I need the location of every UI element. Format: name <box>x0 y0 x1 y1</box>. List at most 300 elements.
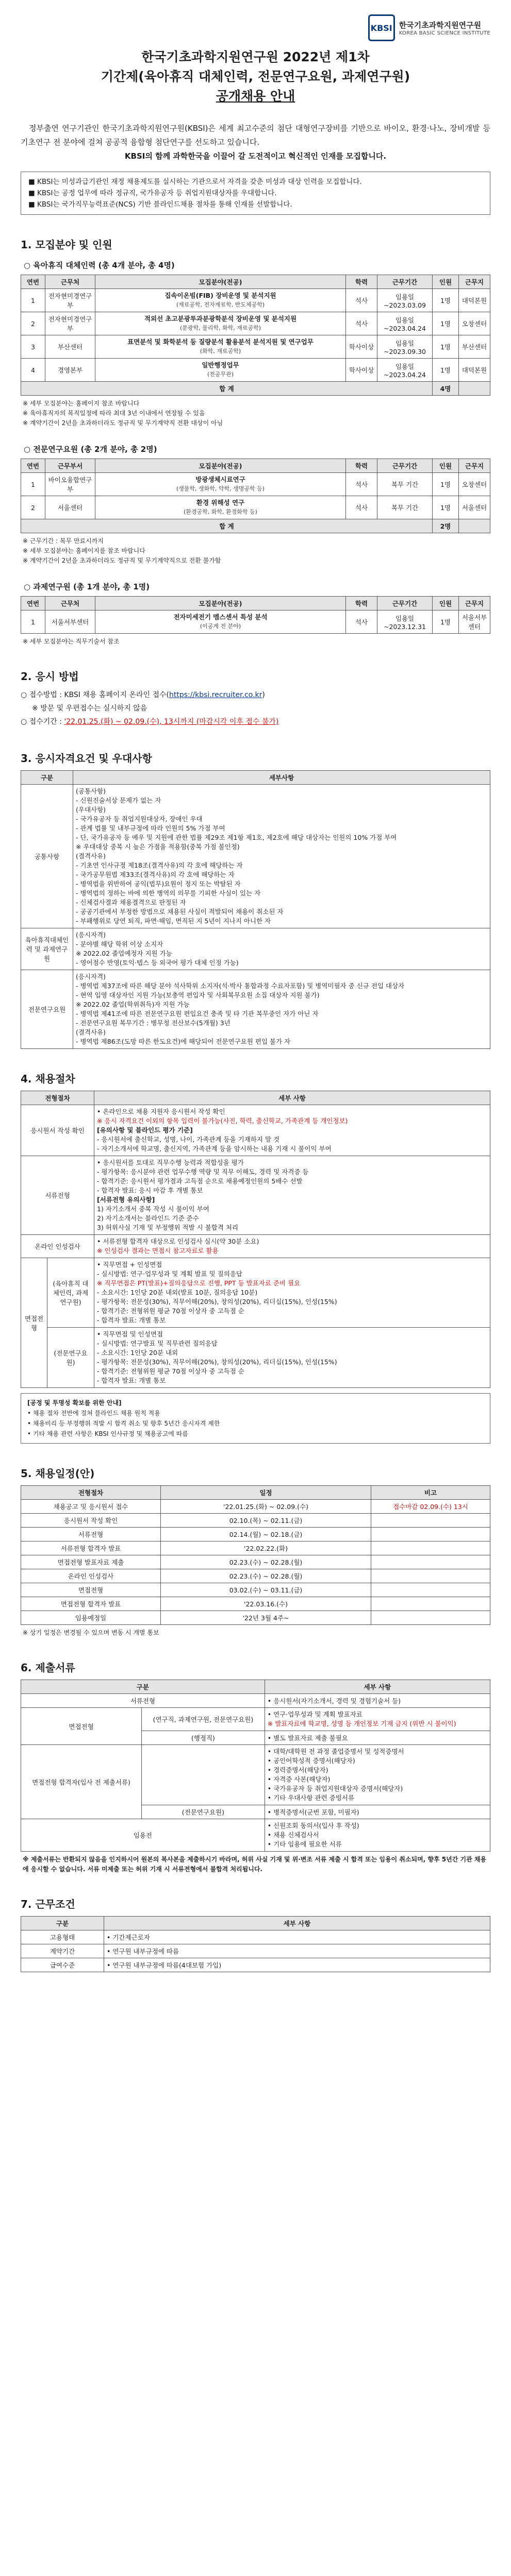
line: - 전문연구요원 복무기간 : 병무청 전산보수(5개월) 3년 <box>76 1019 230 1027</box>
cell-period: 임용일~2023.09.30 <box>377 335 433 359</box>
cell-period: 임용일~2023.04.24 <box>377 312 433 335</box>
cell-count: 1명 <box>433 359 459 382</box>
col-header: 근무기간 <box>377 597 433 611</box>
cell-label: 고용형태 <box>21 1930 104 1944</box>
table-row <box>21 1528 490 1541</box>
line: (결격사유) <box>76 852 106 860</box>
cell-field <box>95 312 346 335</box>
cell-step: 임용예정일 <box>21 1611 161 1625</box>
cell-org: 전자현미경연구부 <box>45 312 95 335</box>
cell-location: 서울서부센터 <box>459 611 490 634</box>
title-line-1: 한국기초과학지원연구원 2022년 제1차 <box>141 49 370 64</box>
row-content <box>265 1708 490 1731</box>
cell-edu: 석사 <box>346 312 377 335</box>
table-row <box>21 970 490 1049</box>
line: - 합격기준: 전형위원 평균 70점 이상자 중 고득점 순 <box>97 1307 244 1315</box>
cell-note <box>371 1528 490 1541</box>
cell-no: 2 <box>21 312 45 335</box>
line: - 병역법 제86조(도망 따른 한도요건)에 해당되어 전문연구요원 편입 불가 자 <box>76 1038 291 1045</box>
intro-paragraph: 정부출연 연구기관인 한국기초과학지원연구원(KBSI)은 세계 최고수준의 첨단 대형연구장비를 기반으로 바이오, 환경·나노, 장비개발 등 기초연구 전 분야에 걸쳐 공공적 융합형 첨단연구를 선도하고 있습니다. <box>21 124 490 147</box>
cell-edu: 석사 <box>346 289 377 312</box>
table-row <box>21 289 490 312</box>
cell-field <box>95 473 346 496</box>
row-label: 온라인 인성검사 <box>21 1235 94 1258</box>
line: (응시자격) <box>76 931 106 939</box>
line: 1) 자기소개서 중복 작성 시 불이익 부여 <box>97 1205 209 1213</box>
row-content <box>73 928 490 970</box>
cell-org: 서울센터 <box>45 496 95 519</box>
table-research-personnel <box>21 459 490 533</box>
section-1a-title: ○ 육아휴직 대체인력 (총 4개 분야, 총 4명) <box>24 261 175 270</box>
col-header: 근무기간 <box>377 275 433 289</box>
cell-date: '22.01.25.(화) ~ 02.09.(수) <box>161 1500 371 1514</box>
section-4-title: 4. 채용절차 <box>21 1073 75 1085</box>
cell-location: 오창센터 <box>459 312 490 335</box>
logo-name-ko: 한국기초과학지원연구원 <box>399 21 482 30</box>
row-content: • 별도 발표자료 제출 불필요 <box>265 1731 490 1745</box>
line: - 병역법의 정하는 바에 의한 병역의 의무를 기피한 사실이 있는 자 <box>76 889 261 897</box>
box-line: • 채용비리 등 부정행위 적발 시 합격 취소 및 향후 5년간 응시자격 제한 <box>27 1420 220 1427</box>
sub-label: (전문연구요원) <box>142 1805 265 1819</box>
line: - 실시방법: 연구발표 및 직무관련 질의응답 <box>97 1340 218 1347</box>
table-row <box>21 312 490 335</box>
cell-note <box>371 1555 490 1569</box>
row-label: 면접전형 <box>21 1708 142 1745</box>
col-header: 비고 <box>371 1486 490 1500</box>
line: - 기초연 인사규정 제18조(결격사유)의 각 호에 해당하는 자 <box>76 861 243 869</box>
field-major: (생물학, 생화학, 약학, 생명공학 등) <box>176 485 265 492</box>
cell-step: 서류전형 <box>21 1528 161 1541</box>
table-row <box>21 1555 490 1569</box>
col-header: 구분 <box>21 1917 104 1930</box>
col-header: 일정 <box>161 1486 371 1500</box>
intro-note: ■ KBSI는 국가직무능력표준(NCS) 기반 블라인드채용 절차를 통해 인재를 선발합니다. <box>28 200 292 209</box>
note: ※ 계약기간이 2년을 초과하더라도 정규직 및 무기계약직 전환 대상이 아님 <box>23 419 223 427</box>
line: [서류전형 유의사항] <box>97 1196 155 1204</box>
row-content <box>265 1819 490 1852</box>
table-project-researcher <box>21 596 490 634</box>
field-name: 표면분석 및 화학분석 등 질량분석 활용분석 분석지원 및 연구업무 <box>127 338 314 346</box>
sub-label: (육아휴직 대체인력, 과제연구원) <box>47 1258 94 1328</box>
field-name: 일반행정업무 <box>202 361 239 369</box>
cell-count: 1명 <box>433 312 459 335</box>
cell-field <box>95 496 346 519</box>
line: - 병역법 제37조에 따른 해당 분야 석사학위 소지자(석·박사 통합과정 수료자포함) 및 병역미필자 중 신규 전입 대상자 <box>76 982 405 990</box>
table-childcare-replacement <box>21 275 490 396</box>
section-6-title: 6. 제출서류 <box>21 1662 75 1674</box>
line: - 병역법 제41조에 따른 전문연구요원 편입요건 충족 및 타 기관 복무중인 자가 아닌 자 <box>76 1010 319 1018</box>
line: - 자기소개서에 학교명, 출신지역, 가족관계 등을 암시하는 내용 기재 시 불이익 부여 <box>97 1145 332 1153</box>
cell-date: '22년 3월 4주~ <box>161 1611 371 1625</box>
title-line-3: 공개채용 안내 <box>216 89 295 104</box>
cell-date: '22.02.22.(화) <box>161 1541 371 1555</box>
cell-edu: 학사이상 <box>346 335 377 359</box>
sub-label-blank <box>142 1745 265 1805</box>
line: - 응시원서에 출신학교, 성명, 나이, 가족관계 등을 기재하지 말 것 <box>97 1136 280 1143</box>
row-label: 육아휴직대체인력 및 과제연구원 <box>21 928 73 970</box>
row-label: 면접전형 <box>21 1258 47 1388</box>
col-header: 인원 <box>433 275 459 289</box>
cell-value: • 연구원 내부규정에 따름 <box>104 1944 490 1958</box>
line: ※ 2022.02 졸업(학위취득)자 지원 가능 <box>76 1001 190 1008</box>
line: [유의사항 및 블라인드 평가 기준] <box>97 1126 193 1134</box>
total-count: 2명 <box>433 519 459 533</box>
note: ※ 근무기간 : 복무 만료시까지 <box>23 537 104 545</box>
note: ※ 세부 모집분야는 홈페이지 참조 바랍니다 <box>23 400 140 407</box>
apply-note: ※ 방문 및 우편접수는 실시하지 않음 <box>32 704 147 713</box>
table-row <box>21 785 490 928</box>
cell-note <box>371 1583 490 1597</box>
cell-org: 부산센터 <box>45 335 95 359</box>
line: • 채용 신체검사서 <box>267 1831 319 1839</box>
col-header: 세부 사항 <box>104 1917 490 1930</box>
procedure-note-box <box>21 1393 490 1444</box>
table-row <box>21 1328 490 1388</box>
row-content <box>73 785 490 928</box>
field-name: 집속이온빔(FIB) 장비운영 및 분석지원 <box>164 292 276 299</box>
sub-label: (행정직) <box>142 1731 265 1745</box>
table-procedure <box>21 1091 490 1388</box>
period-label: ○ 접수기간 : <box>21 718 64 726</box>
section-7-title: 7. 근무조건 <box>21 1898 75 1910</box>
table-row <box>21 1597 490 1611</box>
line: • 기타 임용에 필요한 서류 <box>267 1840 342 1848</box>
cell-location: 대덕본원 <box>459 359 490 382</box>
line: • 연구·업무성과 및 계획 발표자료 <box>267 1710 362 1718</box>
table-row <box>21 1541 490 1555</box>
col-header: 연번 <box>21 275 45 289</box>
cell-edu: 석사 <box>346 611 377 634</box>
cell-count: 1명 <box>433 473 459 496</box>
cell-field <box>95 611 346 634</box>
line: - 단, 국가유공자 등 예우 및 지원에 관한 법률 제29조 제1항 제1호, 제2호에 해당 대상자는 인원의 10% 가점 부여 <box>76 834 397 841</box>
line: - 소요시간: 1인당 20분 내외(발표 10분, 질의응답 10분) <box>97 1289 258 1296</box>
cell-step: 채용공고 및 응시원서 접수 <box>21 1500 161 1514</box>
note: ※ 세부 모집분야는 직무기술서 참조 <box>23 638 120 645</box>
note: ※ 계약기간이 2년을 초과하더라도 정규직 및 무기계약직으로 전환 불가함 <box>23 557 221 564</box>
cell-value: • 연구원 내부규정에 따름(4대보험 가입) <box>104 1958 490 1972</box>
kbsi-logo-icon: KBSI <box>368 14 395 41</box>
total-count: 4명 <box>433 382 459 396</box>
row-content <box>73 970 490 1049</box>
field-name: 적외선 초고분광투과분광학분석 장비운영 및 분석지원 <box>144 315 297 323</box>
cell-note <box>371 1569 490 1583</box>
line: - 신체검사결과 채용결격으로 판정된 자 <box>76 899 186 906</box>
cell-edu: 학사이상 <box>346 359 377 382</box>
col-header: 근무지 <box>459 597 490 611</box>
cell-org: 서울서부센터 <box>45 611 95 634</box>
col-header: 모집분야(전공) <box>95 597 346 611</box>
line: 3) 허위사실 기재 및 부정행위 적발 시 불합격 처리 <box>97 1224 239 1231</box>
field-major: (환경공학, 화학, 환경화학 등) <box>184 509 257 515</box>
row-content <box>94 1258 490 1328</box>
col-header: 연번 <box>21 597 45 611</box>
apply-paren: ) <box>262 691 265 699</box>
line: - 평가항목: 응시분야 관련 업무수행 역량 및 직무 이해도, 경력 및 자격증 등 <box>97 1168 309 1176</box>
cell-date: 02.14.(월) ~ 02.18.(금) <box>161 1528 371 1541</box>
col-header: 세부 사항 <box>94 1091 490 1105</box>
cell-location: 부산센터 <box>459 335 490 359</box>
table-row <box>21 496 490 519</box>
cell-period: 임용일~2023.04.24 <box>377 359 433 382</box>
sub-label: (연구직, 과제연구원, 전문연구요원) <box>142 1708 265 1731</box>
section-1c-title: ○ 과제연구원 (총 1개 분야, 총 1명) <box>24 582 150 591</box>
cell-no: 3 <box>21 335 45 359</box>
cell-step: 서류전형 합격자 발표 <box>21 1541 161 1555</box>
field-major: (전공무관) <box>207 371 234 378</box>
line: (응시자격) <box>76 973 106 980</box>
row-content <box>94 1328 490 1388</box>
table-row <box>21 1235 490 1258</box>
box-line: • 채용 절차 전반에 걸쳐 블라인드 채용 원칙 적용 <box>27 1410 160 1417</box>
table-row <box>21 928 490 970</box>
section-3-title: 3. 응시자격요건 및 우대사항 <box>21 752 152 765</box>
cell-note <box>371 1541 490 1555</box>
cell-step: 응시원서 작성 확인 <box>21 1514 161 1528</box>
field-major: (분광학, 물리학, 화학, 재료공학) <box>179 325 261 331</box>
intro-highlight: KBSI의 함께 과학한국을 이끌어 갈 도전적이고 혁신적인 인재를 모집합니다. <box>124 151 387 161</box>
note: ※ 세부 모집분야는 홈페이지를 참조 바랍니다 <box>23 547 145 554</box>
cell-field <box>95 289 346 312</box>
cell-note <box>371 1597 490 1611</box>
line: - 영어점수 반영(토익·텝스 등 외국어 평가 대체 인정 가능) <box>76 959 239 967</box>
total-blank <box>459 382 490 396</box>
cell-period: 복무 기간 <box>377 473 433 496</box>
table-row <box>21 473 490 496</box>
row-label: 임용전 <box>21 1819 265 1852</box>
line: • 경력증명서(해당자) <box>267 1766 328 1774</box>
intro-note-box <box>21 172 490 215</box>
line: - 분야별 해당 학위 이상 소지자 <box>76 940 163 948</box>
line: • 신원조회 동의서(입사 후 작성) <box>267 1822 359 1829</box>
row-content: • 응시원서(자기소개서, 경력 및 경험기술서 등) <box>265 1694 490 1708</box>
table-row <box>21 1258 490 1328</box>
intro-note: ■ KBSI는 공정 업무에 따라 정규직, 국가유공자 등 취업지원대상자를 우대합니다. <box>28 189 277 197</box>
section-1b-title: ○ 전문연구요원 (총 2개 분야, 총 2명) <box>24 445 157 454</box>
line: - 국가유공자 등 취업지원대상자, 장애인 우대 <box>76 815 203 823</box>
table-row <box>21 1958 490 1972</box>
line: (우대사항) <box>76 806 106 814</box>
cell-edu: 석사 <box>346 496 377 519</box>
field-major: (재료공학, 전자재료학, 반도체공학) <box>176 301 265 308</box>
table-row <box>21 1745 490 1805</box>
line: • 국가유공자 등 취업지원대상자 증명서(해당자) <box>267 1785 403 1792</box>
line: • 직무면접 + 인성면접 <box>97 1261 162 1268</box>
table-qualifications <box>21 770 490 1049</box>
cell-date: '22.03.16.(수) <box>161 1597 371 1611</box>
col-header: 전형절차 <box>21 1486 161 1500</box>
line: - 현역 입영 대상자인 지원 가능(보충역 편입자 및 사회복무요원 소집 대상자 지원 불가) <box>76 991 320 999</box>
row-label: 전문연구요원 <box>21 970 73 1049</box>
cell-period: 임용일~2023.03.09 <box>377 289 433 312</box>
col-header: 세부 사항 <box>265 1680 490 1694</box>
col-header: 인원 <box>433 597 459 611</box>
table-notes <box>23 536 490 566</box>
cell-count: 1명 <box>433 335 459 359</box>
line: - 병역법을 위반하여 공익(법무)요원이 정지 또는 박탈된 자 <box>76 880 241 888</box>
col-header: 학력 <box>346 275 377 289</box>
col-header: 모집분야(전공) <box>95 275 346 289</box>
line: 2) 자기소개서는 블라인드 기준 준수 <box>97 1214 199 1222</box>
line: - 소요시간: 1인당 20분 내외 <box>97 1349 178 1357</box>
line: - 평가항목: 전문성(30%), 직무이해(20%), 창의성(20%), 리더십(15%), 인성(15%) <box>97 1298 337 1306</box>
line: ※ 발표자료에 학교명, 성명 등 개인정보 기재 금지 (위반 시 불이익) <box>267 1720 456 1727</box>
cell-period: 복무 기간 <box>377 496 433 519</box>
table-documents <box>21 1680 490 1852</box>
col-header: 세부사항 <box>73 771 490 785</box>
field-name: 전자미세전기 멤스센서 특성 분석 <box>173 613 268 621</box>
cell-org: 경영본부 <box>45 359 95 382</box>
col-header: 근무처 <box>45 597 95 611</box>
cell-date: 02.10.(목) ~ 02.11.(금) <box>161 1514 371 1528</box>
cell-label: 계약기간 <box>21 1944 104 1958</box>
line: - 신원진술서상 문제가 없는 자 <box>76 796 161 804</box>
intro-text <box>21 122 490 163</box>
row-label: 서류전형 <box>21 1156 94 1235</box>
line: • 응시원서를 토대로 직무수행 능력과 적합성을 평가 <box>97 1159 244 1166</box>
line: • 공인어학성적 증명서(해당자) <box>267 1757 355 1765</box>
table-row <box>21 1569 490 1583</box>
field-major: (화학, 재료공학) <box>200 348 241 354</box>
cell-period: 임용일~2023.12.31 <box>377 611 433 634</box>
apply-label: ○ 접수방법 : KBSI 채용 홈페이지 온라인 접수( <box>21 691 169 699</box>
line: - 합격기준: 전형위원 평균 70점 이상자 중 고득점 순 <box>97 1367 244 1375</box>
apply-method <box>21 688 490 728</box>
table-row <box>21 1708 490 1731</box>
cell-step: 면접전형 <box>21 1583 161 1597</box>
line: - 평가항목: 전문성(30%), 직무이해(20%), 창의성(20%), 리더십(15%), 인성(15%) <box>97 1358 337 1366</box>
intro-note: ■ KBSI는 미성과급기관인 재정 채용제도를 실시하는 기관으로서 자격을 갖춘 미성과 대상 인력을 모집합니다. <box>28 178 362 186</box>
cell-count: 1명 <box>433 289 459 312</box>
col-header: 학력 <box>346 597 377 611</box>
section-2-title: 2. 응시 방법 <box>21 670 79 683</box>
line: - 합격자 발표: 응시 마감 후 개별 통보 <box>97 1187 203 1194</box>
col-header: 근무기간 <box>377 459 433 473</box>
line: ※ 인성검사 결과는 면접시 참고자료로 활용 <box>97 1247 219 1255</box>
line: ※ 우대대상 중복 시 높은 가점을 적용함(중복 가점 불인정) <box>76 843 240 851</box>
logo <box>368 14 490 41</box>
cell-step: 온라인 인성검사 <box>21 1569 161 1583</box>
table-schedule <box>21 1485 490 1625</box>
col-header: 연번 <box>21 459 45 473</box>
cell-date: 02.23.(수) ~ 02.28.(월) <box>161 1555 371 1569</box>
cell-note <box>371 1514 490 1528</box>
line: • 자격증 사본(해당자) <box>267 1775 331 1783</box>
cell-no: 1 <box>21 473 45 496</box>
col-header: 근무처 <box>45 275 95 289</box>
line: ※ 2022.02 졸업예정자 지원 가능 <box>76 950 172 957</box>
section-1-title: 1. 모집분야 및 인원 <box>21 239 112 251</box>
period-value: '22.01.25.(화) ~ 02.09.(수), 13시까지 (마감시각 이후 접수 불가) <box>64 718 279 726</box>
row-content <box>265 1745 490 1805</box>
cell-note <box>371 1611 490 1625</box>
apply-link[interactable]: https://kbsi.recruiter.co.kr <box>169 691 262 699</box>
table-conditions <box>21 1916 490 1972</box>
field-name: 방광생체시료연구 <box>195 476 245 483</box>
table-row <box>21 335 490 359</box>
col-header: 근무부서 <box>45 459 95 473</box>
cell-count: 1명 <box>433 496 459 519</box>
table-row <box>21 1583 490 1597</box>
row-content <box>94 1156 490 1235</box>
line: • 직무면접 및 인성면접 <box>97 1330 163 1338</box>
field-major: (이공계 전 분야) <box>200 623 241 630</box>
table-total-row <box>21 519 490 533</box>
line: • 대학/대학원 전 과정 졸업증명서 및 성적증명서 <box>267 1748 404 1755</box>
line: - 합격기준: 응시원서 평가결과 고득점 순으로 채용예정인원의 5배수 선발 <box>97 1177 303 1185</box>
field-name: 환경 위해성 연구 <box>196 499 245 506</box>
table-row <box>21 1611 490 1625</box>
cell-step: 면접전형 합격자 발표 <box>21 1597 161 1611</box>
total-blank <box>459 519 490 533</box>
cell-location: 서울센터 <box>459 496 490 519</box>
col-header: 학력 <box>346 459 377 473</box>
apply-period <box>21 715 490 728</box>
row-label: 응시원서 작성 확인 <box>21 1105 94 1156</box>
cell-location: 오창센터 <box>459 473 490 496</box>
apply-line <box>21 688 490 702</box>
line: (결격사유) <box>76 1028 106 1036</box>
cell-date: 03.02.(수) ~ 03.11.(금) <box>161 1583 371 1597</box>
row-label: 서류전형 <box>21 1694 265 1708</box>
line: ※ 응시 자격요건 이외의 항목 입력이 불가능(사진, 학력, 출신학교, 가족관계 등 개인정보) <box>97 1117 348 1125</box>
table-total-row <box>21 382 490 396</box>
cell-step: 면접전형 발표자료 제출 <box>21 1555 161 1569</box>
note: ※ 육아휴직자의 복직일정에 따라 최대 3년 이내에서 연장될 수 있음 <box>23 410 205 417</box>
cell-location: 대덕본원 <box>459 289 490 312</box>
box-title: [공정 및 투명성 확보를 위한 안내] <box>27 1399 122 1406</box>
row-label: 면접전형 합격자(입사 전 제출서류) <box>21 1745 142 1819</box>
cell-field <box>95 335 346 359</box>
col-header: 근무지 <box>459 459 490 473</box>
cell-org: 바이오융합연구부 <box>45 473 95 496</box>
row-content <box>94 1235 490 1258</box>
row-label: 공통사항 <box>21 785 73 928</box>
line: - 관계 법률 및 내부규정에 따라 인원의 5% 가점 부여 <box>76 824 225 832</box>
line: • 서류전형 합격자 대상으로 인성검사 실시(약 30분 소요) <box>97 1238 259 1245</box>
cell-date: 02.23.(수) ~ 02.28.(월) <box>161 1569 371 1583</box>
line: - 합격자 발표: 개별 통보 <box>97 1316 166 1324</box>
line: ※ 직무면접은 PT(발표)+질의응답으로 진행, PPT 등 발표자료 준비 필요 <box>97 1279 301 1287</box>
total-label: 합 계 <box>21 519 433 533</box>
sub-label: (전문연구요원) <box>47 1328 94 1388</box>
line: - 부패행위로 당연 퇴직, 파면·해임, 면직된 지 5년이 지나지 아니한 자 <box>76 917 271 925</box>
total-label: 합 계 <box>21 382 433 396</box>
table-row <box>21 1500 490 1514</box>
cell-no: 1 <box>21 611 45 634</box>
line: • 온라인으로 채용 지원자 응시원서 작성 확인 <box>97 1108 225 1115</box>
table-row <box>21 1105 490 1156</box>
schedule-note: ※ 상기 일정은 변경될 수 있으며 변동 시 개별 통보 <box>23 1629 159 1636</box>
row-content <box>94 1105 490 1156</box>
table-row <box>21 1514 490 1528</box>
cell-note: 접수마감 02.09.(수) 13시 <box>371 1500 490 1514</box>
col-header: 전형절차 <box>21 1091 94 1105</box>
table-notes <box>23 637 490 647</box>
box-line: • 기타 채용 관련 사항은 KBSI 인사규정 및 채용공고에 따름 <box>27 1430 188 1437</box>
cell-value: • 기간제근로자 <box>104 1930 490 1944</box>
line: - 실시방법: 연구·업무성과 및 계획 발표 및 질의응답 <box>97 1270 243 1278</box>
table-row <box>21 1819 490 1852</box>
cell-no: 1 <box>21 289 45 312</box>
cell-no: 2 <box>21 496 45 519</box>
cell-field <box>95 359 346 382</box>
line: • 기타 우대사항 관련 증빙서류 <box>267 1794 354 1802</box>
col-header: 근무지 <box>459 275 490 289</box>
cell-label: 급여수준 <box>21 1958 104 1972</box>
table-row <box>21 359 490 382</box>
col-header: 모집분야(전공) <box>95 459 346 473</box>
